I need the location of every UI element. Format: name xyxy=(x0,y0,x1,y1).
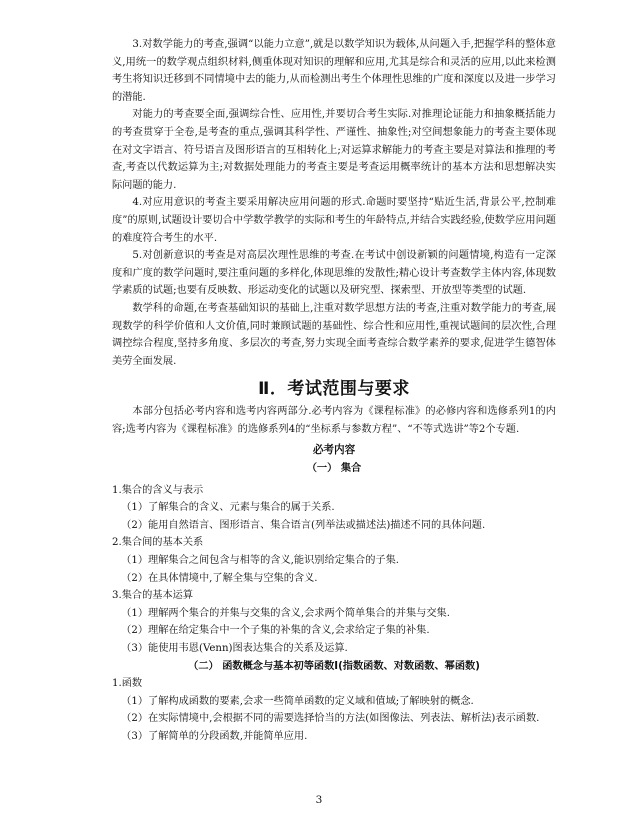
section-sets-list xyxy=(112,482,556,658)
topic-requirement: （2）理解在给定集合中一个子集的补集的含义,会求给定子集的补集. xyxy=(121,625,430,637)
topic-heading: 1.函数 xyxy=(112,678,143,690)
part-title: Ⅱ．考试范围与要求 xyxy=(258,379,410,400)
topic-requirement: （1）理解集合之间包含与相等的含义,能识别给定集合的子集. xyxy=(121,555,400,567)
section-title-functions: （二） 函数概念与基本初等函数Ⅰ(指数函数、对数函数、幂函数) xyxy=(188,660,480,672)
paragraph-application: 4.对应用意识的考查主要采用解决应用问题的形式.命题时要坚持“贴近生活,背景公平,控制难度”的原则,试题设计要切合中学数学教学的实际和考生的年龄特点,并结合实践经验,使数学应用问题的难度符合考生的水平. xyxy=(112,197,556,244)
section-functions-list xyxy=(112,675,556,745)
paragraph-summary: 数学科的命题,在考查基础知识的基础上,注重对数学思想方法的考查,注重对数学能力的考查,展现数学的科学价值和人文价值,同时兼顾试题的基础性、综合性和应用性,重视试题间的层次性,合理调控综合程度,坚持多角度、多层次的考查,努力实现全面考查综合数学素养的要求,促进学生德智体美劳全面发展. xyxy=(112,302,556,367)
page-number: 3 xyxy=(315,794,323,806)
topic-requirement: （3）了解简单的分段函数,并能简单应用. xyxy=(121,730,308,742)
page-content xyxy=(112,36,556,746)
paragraph-ability-scope: 对能力的考查要全面,强调综合性、应用性,并要切合考生实际.对推理论证能力和抽象概括能力的考查贯穿于全卷,是考查的重点,强调其科学性、严谨性、抽象性;对空间想象能力的考查主要体现在对文字语言、符号语言及图形语言的互相转化上;对运算求解能力的考查主要是对算法和推理的考查,考查以代数运算为主;对数据处理能力的考查主要是考查运用概率统计的基本方法和思想解决实际问题的能力. xyxy=(112,109,556,191)
topic-heading: 2.集合间的基本关系 xyxy=(112,537,204,549)
topic-requirement: （2）在具体情境中,了解全集与空集的含义. xyxy=(121,572,318,584)
topic-requirement: （2）在实际情境中,会根据不同的需要选择恰当的方法(如图像法、列表法、解析法)表示函数. xyxy=(121,713,540,725)
topic-requirement: （3）能使用韦恩(Venn)图表达集合的关系及运算. xyxy=(121,643,348,654)
topic-requirement: （1）了解构成函数的要素,会求一些简单函数的定义域和值域;了解映射的概念. xyxy=(121,695,474,707)
topic-heading: 3.集合的基本运算 xyxy=(112,590,194,602)
paragraph-innovation: 5.对创新意识的考查是对高层次理性思维的考查.在考试中创设新颖的问题情境,构造有一定深度和广度的数学问题时,要注重问题的多样化,体现思维的发散性;精心设计考查数学主体内容,体现数学素质的试题;也要有反映数、形运动变化的试题以及研究型、探索型、开放型等类型的试题. xyxy=(112,250,556,297)
required-content-title: 必考内容 xyxy=(312,444,356,457)
topic-requirement: （1）理解两个集合的并集与交集的含义,会求两个简单集合的并集与交集. xyxy=(121,607,450,619)
topic-requirement: （1）了解集合的含义、元素与集合的属于关系. xyxy=(121,502,335,514)
section-title-sets: （一） 集合 xyxy=(306,463,362,475)
topic-requirement: （2）能用自然语言、图形语言、集合语言(列举法或描述法)描述不同的具体问题. xyxy=(121,519,486,531)
intro-paragraph: 本部分包括必考内容和选考内容两部分.必考内容为《课程标准》的必修内容和选修系列1的内容;选考内容为《课程标准》的选修系列4的“坐标系与参数方程”、“不等式选讲”等2个专题. xyxy=(112,406,556,435)
paragraph-ability: 3.对数学能力的考查,强调“以能力立意”,就是以数学知识为载体,从问题入手,把握学科的整体意义,用统一的数学观点组织材料,侧重体现对知识的理解和应用,尤其是综合和灵活的应用,以此来检测考生将知识迁移到不同情境中去的能力,从而检测出考生个体理性思维的广度和深度以及进一步学习的潜能. xyxy=(112,39,556,103)
topic-heading: 1.集合的含义与表示 xyxy=(112,484,204,496)
